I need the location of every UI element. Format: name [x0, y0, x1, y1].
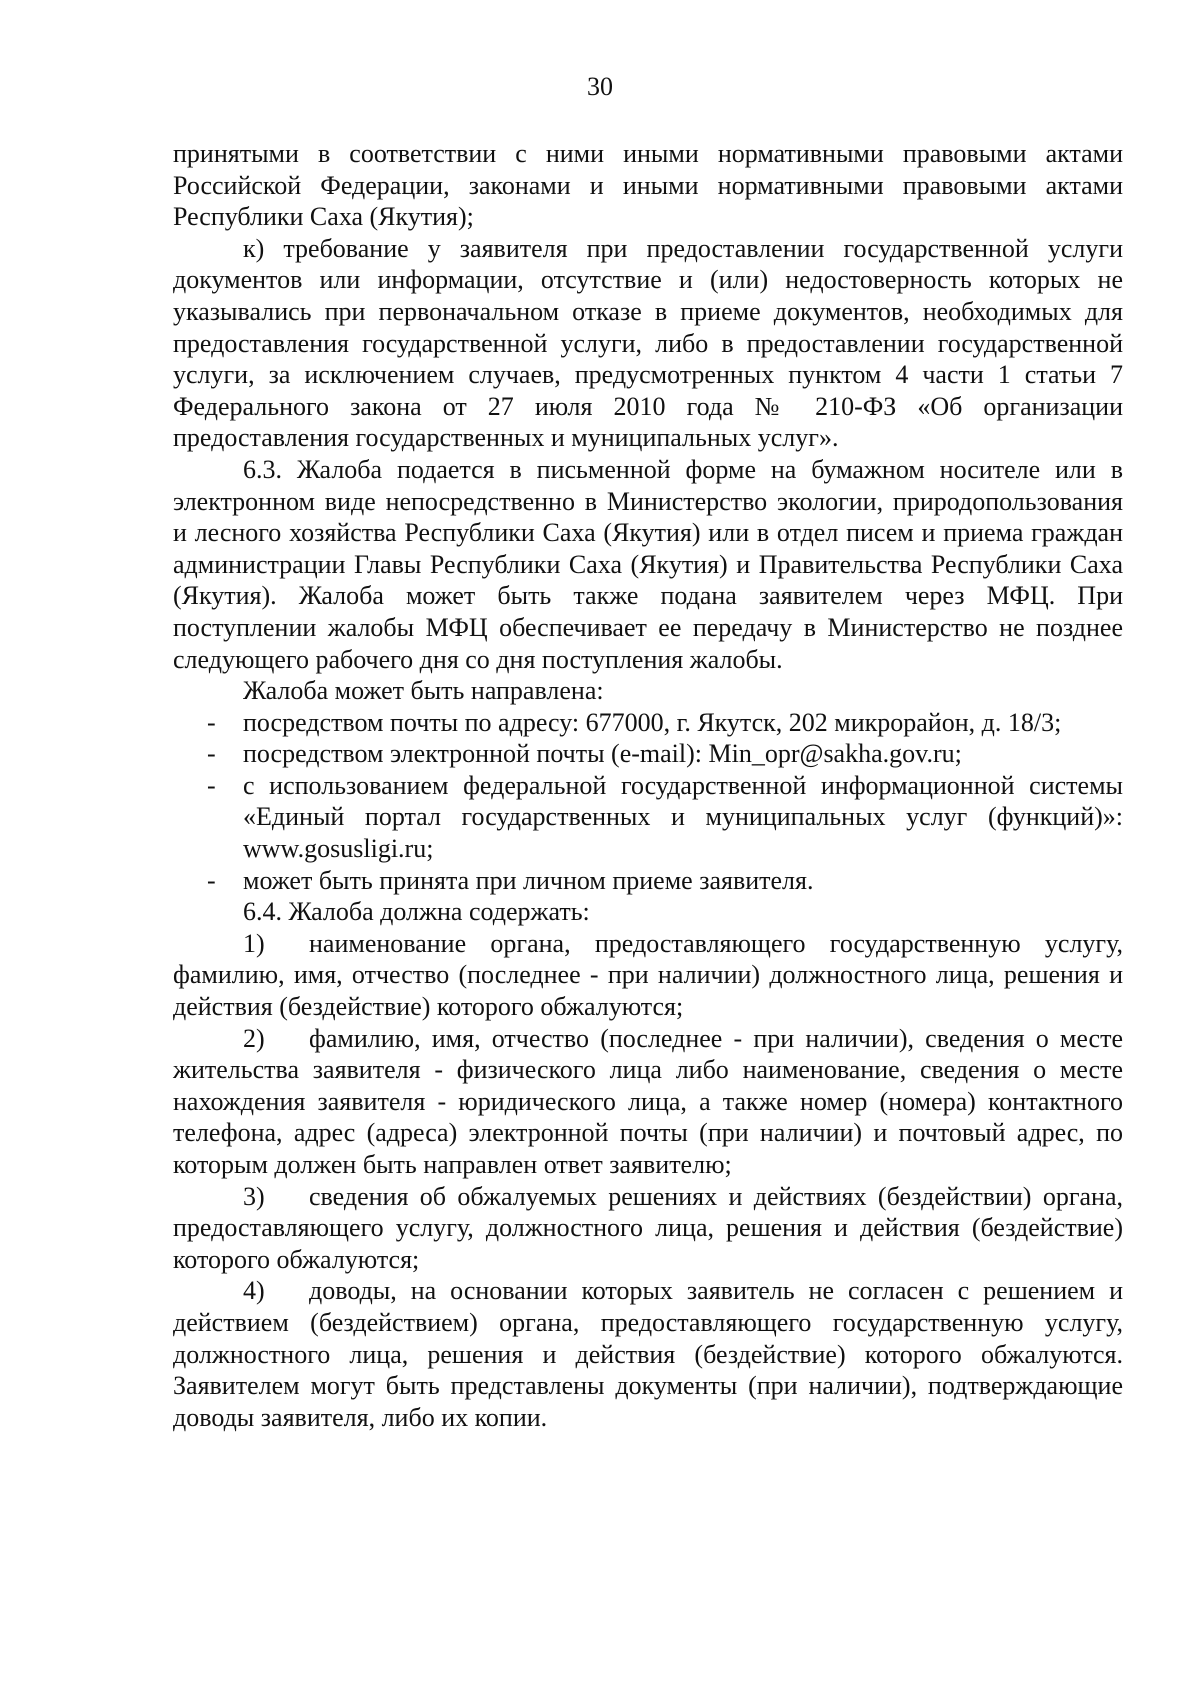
list-item: [173, 738, 1123, 770]
list-item-text: посредством почты по адресу: 677000, г. Якутск, 202 микрорайон, д. 18/3;: [243, 707, 1062, 737]
paragraph-6-3: 6.3. Жалоба подается в письменной форме на бумажном носителе или в электронном виде непосредственно в Министерство экологии, природопользования и лесного хозяйства Республики Саха (Якутия) или в отдел писем и приема граждан администрации Главы Республики Саха (Якутия) и Правительства Республики Саха (Якутия). Жалоба может быть также подана заявителем через МФЦ. При поступлении жалобы МФЦ обеспечивает ее передачу в Министерство не позднее следующего рабочего дня со дня поступления жалобы.: [173, 454, 1123, 674]
numbered-item: [173, 928, 1123, 1023]
list-item: [173, 707, 1123, 739]
list-item: [173, 770, 1123, 865]
numbered-item-text: фамилию, имя, отчество (последнее - при наличии), сведения о месте жительства заявителя - физического лица либо наименование, сведения о месте нахождения заявителя - юридического лица, а также номер (номера) контактного телефона, адрес (адреса) электронной почты (при наличии) и почтовый адрес, по которым должен быть направлен ответ заявителю;: [173, 1023, 1123, 1179]
list-item-text: посредством электронной почты (e-mail): Min_opr@sakha.gov.ru;: [243, 739, 962, 769]
list-dash: -: [207, 770, 216, 800]
list-item-text: может быть принята при личном приеме заявителя.: [243, 865, 814, 895]
numbered-item-label: 3): [243, 1181, 265, 1211]
numbered-item: [173, 1275, 1123, 1433]
list-item: [173, 865, 1123, 897]
page-number: 30: [587, 72, 613, 101]
numbered-item-text: наименование органа, предоставляющего государственную услугу, фамилию, имя, отчество (последнее - при наличии) должностного лица, решения и действия (бездействие) которого обжалуются;: [173, 928, 1123, 1022]
paragraph-item-k: к) требование у заявителя при предоставлении государственной услуги документов или информации, отсутствие и (или) недостоверность которых не указывались при первоначальном отказе в приеме документов, необходимых для предоставления государственной услуги, либо в предоставлении государственной услуги, за исключением случаев, предусмотренных пунктом 4 части 1 статьи 7 Федерального закона от 27 июля 2010 года № 210-ФЗ «Об организации предоставления государственных и муниципальных услуг».: [173, 233, 1123, 453]
numbered-item-label: 4): [243, 1276, 265, 1306]
document-body: [173, 138, 1123, 1433]
numbered-item: [173, 1181, 1123, 1276]
numbered-item: [173, 1023, 1123, 1181]
list-dash: -: [207, 865, 216, 895]
numbered-item-text: доводы, на основании которых заявитель не согласен с решением и действием (бездействием) органа, предоставляющего государственную услугу, должностного лица, решения и действия (бездействие) которого обжалуются. Заявителем могут быть представлены документы (при наличии), подтверждающие доводы заявителя, либо их копии.: [173, 1276, 1123, 1432]
paragraph-submission-intro: Жалоба может быть направлена:: [243, 676, 604, 706]
list-dash: -: [207, 707, 216, 737]
list-item-text: с использованием федеральной государственной информационной системы «Единый портал государственных и муниципальных услуг (функций)»: www.gosusligi.ru;: [243, 770, 1123, 864]
paragraph-continuation: принятыми в соответствии с ними иными нормативными правовыми актами Российской Федерации, законами и иными нормативными правовыми актами Республики Саха (Якутия);: [173, 139, 1123, 232]
numbered-item-text: сведения об обжалуемых решениях и действиях (бездействии) органа, предоставляющего услугу, должностного лица, решения и действия (бездействие) которого обжалуются;: [173, 1181, 1123, 1274]
numbered-item-label: 2): [243, 1023, 265, 1053]
paragraph-6-4: 6.4. Жалоба должна содержать:: [243, 897, 590, 927]
list-dash: -: [207, 739, 216, 769]
numbered-item-label: 1): [243, 928, 265, 958]
